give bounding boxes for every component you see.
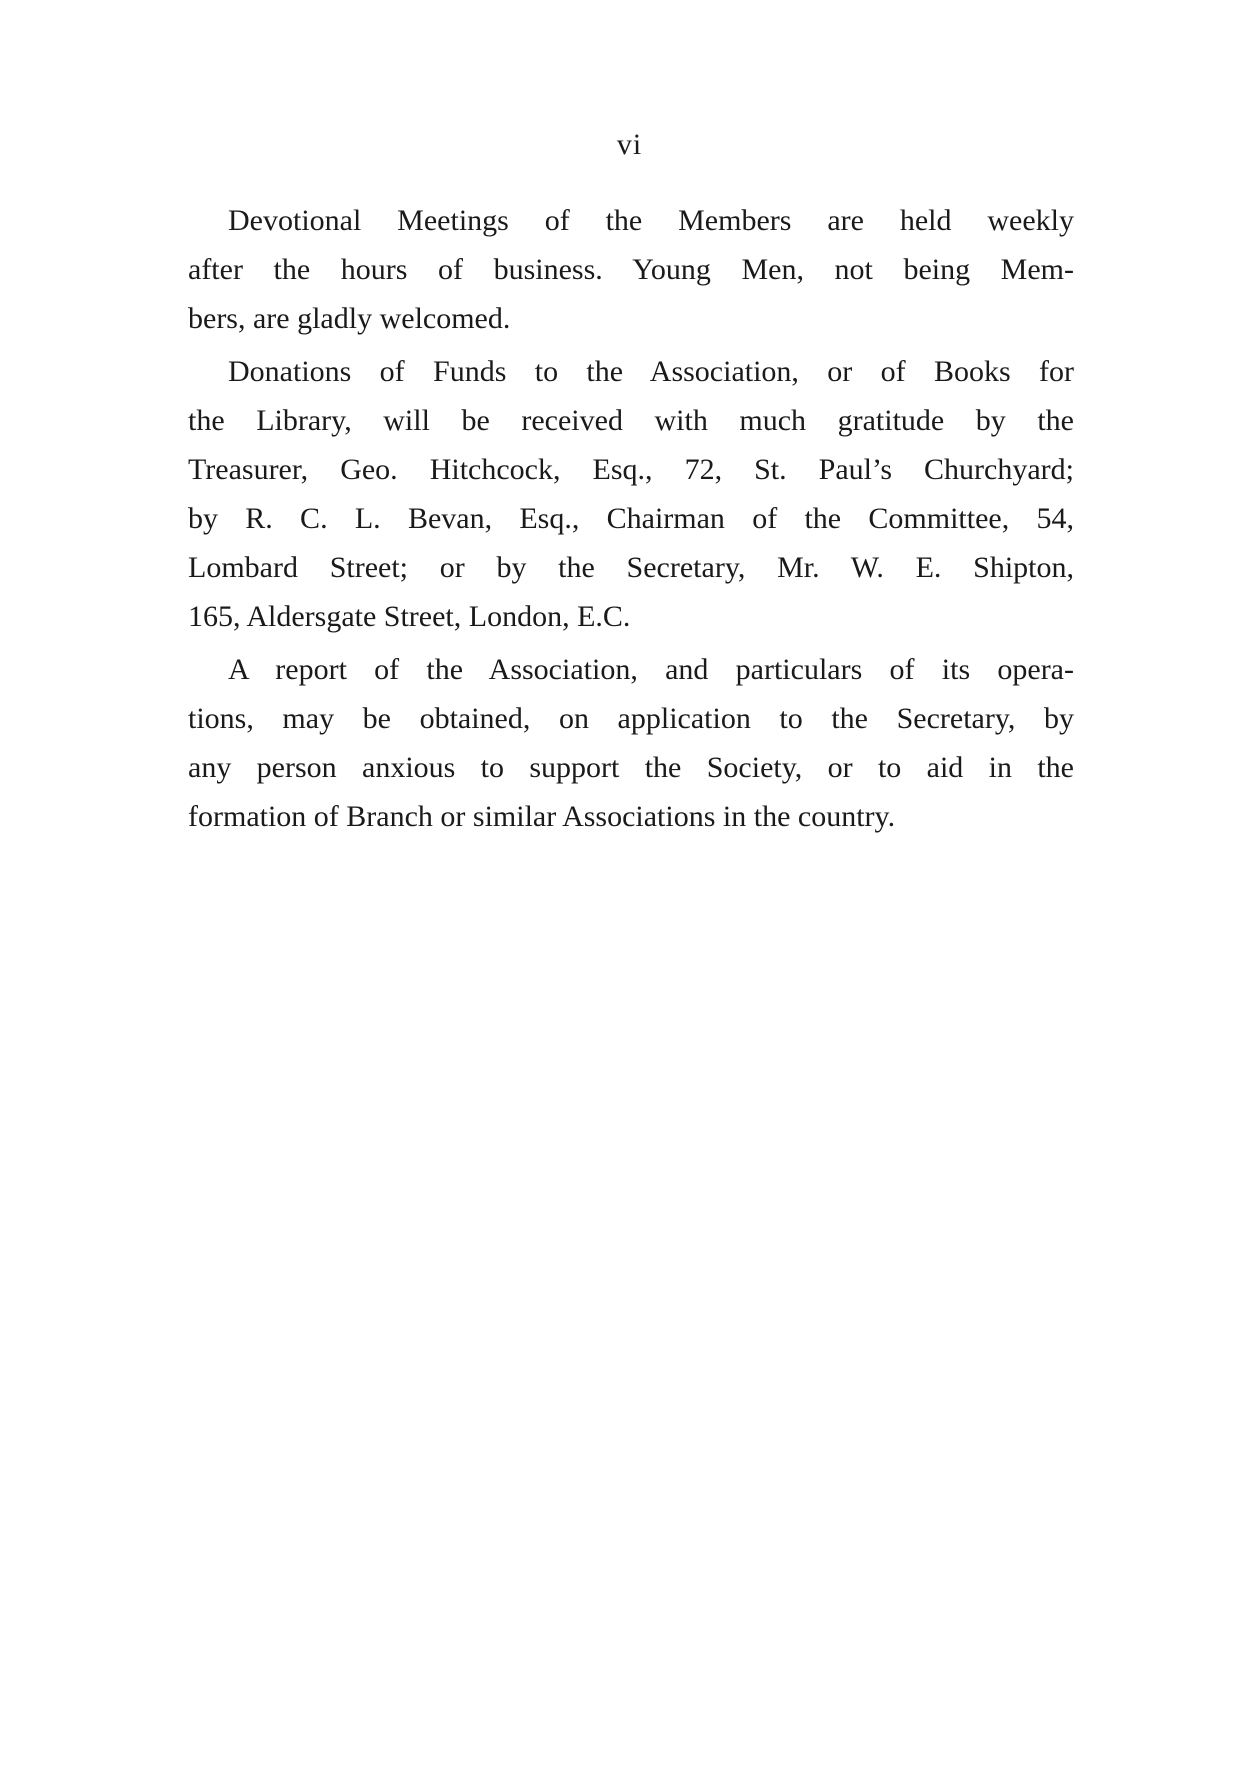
text-line: by R. C. L. Bevan, Esq., Chairman of the Committee, 54, — [188, 502, 1074, 535]
paragraph-report — [188, 645, 1074, 841]
page-number: vi — [616, 128, 643, 161]
text-line: Donations of Funds to the Association, or of Books for — [228, 355, 1074, 388]
text-line: any person anxious to support the Society, or to aid in the — [188, 751, 1074, 784]
text-line: Devotional Meetings of the Members are held weekly — [228, 204, 1074, 237]
paragraph-donations — [188, 347, 1074, 641]
text-line: Lombard Street; or by the Secretary, Mr. W. E. Shipton, — [188, 551, 1074, 584]
text-line: formation of Branch or similar Associations in the country. — [188, 800, 896, 833]
body-text — [188, 196, 1074, 845]
text-line: the Library, will be received with much gratitude by the — [188, 404, 1074, 437]
text-line: tions, may be obtained, on application to the Secretary, by — [188, 702, 1074, 735]
text-line: A report of the Association, and particulars of its opera- — [228, 653, 1074, 686]
paragraph-devotional-meetings — [188, 196, 1074, 343]
text-line: after the hours of business. Young Men, not being Mem- — [188, 253, 1074, 286]
text-line: Treasurer, Geo. Hitchcock, Esq., 72, St. Paul’s Churchyard; — [188, 453, 1074, 486]
text-line: 165, Aldersgate Street, London, E.C. — [188, 600, 631, 633]
text-line: bers, are gladly welcomed. — [188, 302, 511, 335]
